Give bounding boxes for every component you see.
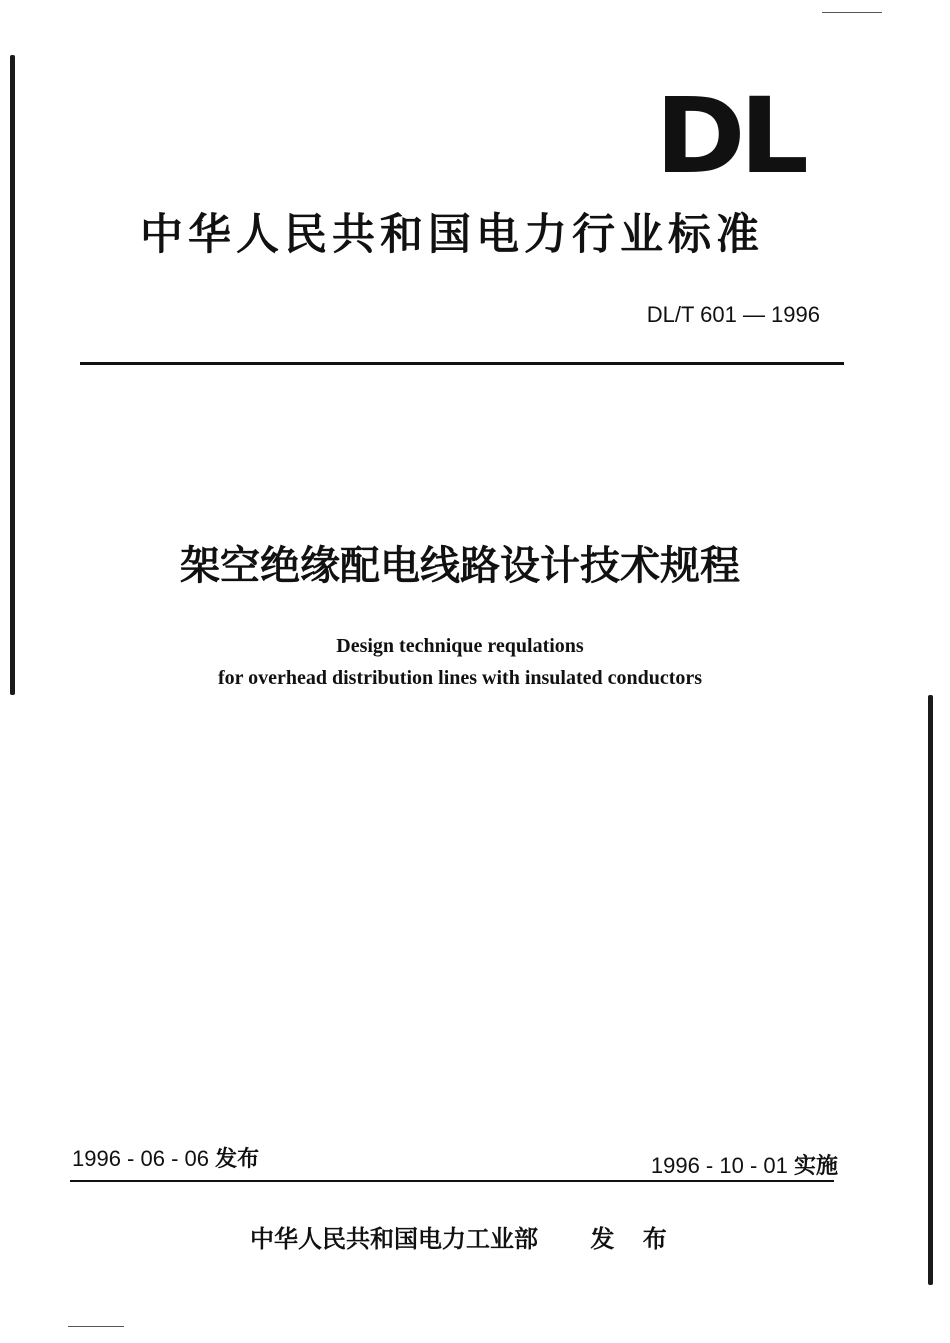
scan-mark-bottom [68, 1326, 124, 1327]
publisher-block [250, 1222, 677, 1256]
document-title-en-line1: Design technique requlations [336, 635, 584, 657]
effective-date: 1996 - 10 - 01 [650, 1153, 788, 1178]
effective-label: 实施 [793, 1154, 838, 1179]
document-title-en [100, 630, 820, 694]
document-title-en-line2: for overhead distribution lines with insulated conductors [217, 667, 703, 689]
standard-title: 中华人民共和国电力行业标准 [140, 210, 764, 260]
scan-edge-left [10, 55, 15, 695]
issue-label: 发布 [215, 1147, 260, 1172]
publish-label: 发 布 [590, 1225, 677, 1253]
publisher-name: 中华人民共和国电力工业部 [250, 1225, 538, 1253]
standard-code: DL/T 601 — 1996 [646, 302, 820, 327]
scan-mark-top [822, 12, 882, 13]
issue-date: 1996 - 06 - 06 [72, 1146, 209, 1171]
effective-date-block [560, 1150, 838, 1183]
dl-logo: DL [655, 75, 803, 197]
issue-date-block [72, 1143, 259, 1176]
document-title-cn: 架空绝缘配电线路设计技术规程 [180, 543, 740, 589]
footer-rule [70, 1180, 834, 1182]
header-rule [80, 362, 844, 365]
scan-edge-right [928, 695, 933, 1285]
